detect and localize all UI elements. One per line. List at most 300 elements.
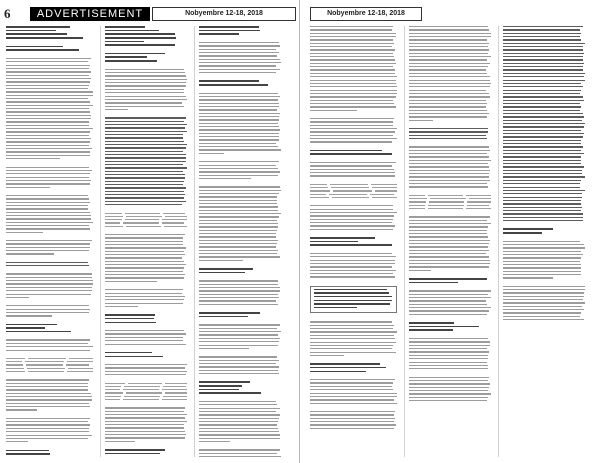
text-line: [199, 401, 276, 402]
text-line: [199, 418, 279, 419]
text-line: [310, 352, 396, 353]
text-line: [6, 78, 91, 79]
text-line: [105, 127, 185, 128]
text-line: [6, 202, 90, 203]
text-line: [199, 411, 276, 412]
text-line: [503, 36, 580, 37]
text-line: [409, 348, 487, 349]
text-line: [199, 345, 278, 346]
text-line: [199, 223, 278, 224]
text-line: [105, 247, 186, 248]
text-line: [105, 411, 184, 412]
text-line: [199, 30, 260, 32]
text-line: [409, 116, 487, 117]
text-line: [310, 256, 396, 257]
text-line: [409, 243, 489, 244]
text-line: [199, 456, 281, 457]
text-line: [6, 121, 89, 122]
text-line: [503, 126, 584, 127]
text-line: [409, 387, 489, 388]
text-line: [409, 96, 490, 97]
text-line: [199, 230, 277, 231]
text-line: [310, 83, 396, 84]
text-line: [310, 244, 392, 246]
text-line: [105, 167, 187, 168]
text-line: [6, 30, 56, 32]
text-line: [105, 318, 154, 320]
text-line: [310, 399, 394, 400]
text-line: [503, 80, 585, 81]
text-line: [6, 46, 63, 48]
text-line: [503, 197, 582, 198]
text-line: [310, 355, 344, 356]
text-line: [310, 421, 394, 422]
text-line: [199, 146, 278, 147]
text-line: [503, 90, 581, 91]
text-line: [105, 392, 187, 393]
text-line: [6, 65, 90, 66]
text-line: [310, 63, 396, 64]
text-line: [105, 456, 187, 457]
text-line: [310, 371, 366, 373]
text-line: [310, 39, 393, 40]
text-line: [503, 319, 584, 320]
text-line: [199, 196, 277, 197]
text-line: [503, 96, 583, 97]
text-line: [310, 393, 397, 394]
text-line: [310, 43, 394, 44]
text-line: [199, 441, 230, 442]
text-line: [310, 342, 396, 343]
text-line: [199, 190, 281, 191]
text-line: [409, 163, 488, 164]
text-line: [199, 52, 279, 53]
text-line: [6, 118, 91, 119]
text-line: [199, 453, 277, 454]
text-line: [199, 428, 278, 429]
text-line: [6, 183, 90, 184]
text-line: [199, 186, 280, 187]
text-line: [6, 101, 90, 102]
text-line: [6, 91, 93, 92]
page-number: 6: [4, 6, 11, 21]
text-line: [310, 110, 357, 111]
text-line: [6, 396, 92, 397]
text-line: [199, 210, 278, 211]
text-line: [409, 230, 487, 231]
text-line: [105, 414, 187, 415]
text-line: [6, 155, 90, 156]
text-line: [199, 109, 277, 110]
text-line: [310, 325, 394, 326]
text-line: [310, 162, 396, 163]
text-line: [6, 225, 89, 226]
text-line: [409, 300, 486, 301]
text-line: [503, 153, 584, 154]
text-line: [409, 198, 491, 199]
text-line: [199, 153, 224, 154]
text-line: [310, 379, 395, 380]
text-line: [105, 407, 185, 408]
text-line: [105, 181, 184, 182]
text-line: [503, 116, 584, 117]
text-line: [6, 128, 93, 129]
text-line: [199, 424, 277, 425]
text-line: [105, 33, 175, 35]
left-page: [2, 4, 298, 459]
text-line: [105, 374, 186, 375]
text-line: [199, 80, 259, 82]
text-line: [6, 138, 91, 139]
text-line: [6, 386, 88, 387]
text-line: [6, 358, 93, 359]
text-line: [6, 343, 88, 344]
text-line: [409, 43, 489, 44]
text-line: [503, 251, 581, 252]
text-line: [409, 260, 490, 261]
text-line: [310, 331, 397, 332]
text-line: [310, 237, 375, 239]
text-line: [503, 232, 542, 234]
text-line: [409, 186, 488, 187]
text-line: [310, 321, 392, 322]
text-line: [199, 243, 277, 244]
text-line: [199, 171, 280, 172]
text-line: [105, 117, 186, 118]
text-line: [409, 63, 490, 64]
text-line: [6, 453, 50, 455]
text-line: [409, 278, 487, 280]
text-line: [409, 341, 490, 342]
text-line: [409, 36, 491, 37]
text-line: [310, 215, 394, 216]
text-line: [310, 118, 394, 119]
text-line: [6, 438, 88, 439]
text-line: [503, 296, 584, 297]
text-line: [6, 49, 79, 51]
text-line: [503, 150, 581, 151]
text-line: [409, 380, 488, 381]
text-line: [6, 253, 54, 254]
text-line: [503, 76, 584, 77]
text-line: [199, 304, 278, 305]
text-line: [310, 69, 395, 70]
text-line: [310, 197, 397, 198]
text-line: [503, 312, 581, 313]
text-line: [503, 299, 583, 300]
text-line: [409, 76, 490, 77]
page-gutter: [299, 0, 300, 463]
text-line: [105, 234, 185, 235]
text-line: [6, 324, 57, 326]
text-line: [199, 250, 278, 251]
text-line: [6, 441, 28, 442]
text-line: [310, 138, 397, 139]
text-line: [310, 169, 394, 170]
text-line: [105, 72, 185, 73]
text-line: [199, 334, 278, 335]
text-line: [6, 406, 90, 407]
text-line: [199, 414, 280, 415]
text-line: [105, 174, 185, 175]
text-line: [6, 305, 89, 306]
text-line: [503, 160, 581, 161]
text-line: [105, 296, 185, 297]
text-line: [199, 149, 281, 150]
text-line: [6, 350, 90, 351]
left-page-columns: [6, 26, 294, 457]
text-line: [503, 103, 580, 104]
text-line: [503, 289, 585, 290]
text-line: [310, 241, 358, 243]
text-line: [105, 56, 147, 58]
text-line: [199, 165, 276, 166]
text-line: [409, 216, 490, 217]
text-line: [6, 361, 93, 362]
text-line: [503, 267, 581, 268]
text-line: [199, 392, 261, 394]
text-line: [6, 212, 90, 213]
text-line: [105, 44, 175, 46]
text-line: [503, 220, 583, 221]
text-line: [6, 383, 88, 384]
text-line: [310, 286, 397, 314]
text-line: [199, 316, 248, 318]
text-line: [503, 130, 581, 131]
text-line: [199, 297, 279, 298]
text-line: [503, 33, 581, 34]
text-line: [503, 247, 585, 248]
text-line: [6, 315, 52, 316]
text-line: [310, 382, 393, 383]
text-line: [105, 147, 186, 148]
text-line: [310, 90, 397, 91]
text-line: [105, 424, 184, 425]
text-line: [6, 205, 88, 206]
text-line: [105, 53, 165, 55]
text-line: [503, 123, 585, 124]
text-line: [310, 194, 397, 195]
text-line: [105, 106, 184, 107]
text-line: [310, 175, 395, 176]
text-line: [6, 280, 93, 281]
text-line: [6, 265, 89, 266]
text-line: [310, 209, 393, 210]
text-line: [6, 262, 88, 263]
advertisement-banner: ADVERTISEMENT: [30, 7, 150, 21]
text-line: [310, 225, 395, 226]
text-line: [6, 158, 60, 159]
text-line: [105, 141, 184, 142]
text-line: [105, 75, 186, 76]
text-line: [105, 281, 157, 282]
text-line: [199, 312, 260, 314]
text-line: [6, 88, 88, 89]
text-line: [6, 403, 89, 404]
text-line: [503, 173, 582, 174]
text-line: [6, 131, 90, 132]
right-column-3: [498, 26, 585, 457]
text-line: [105, 171, 183, 172]
text-line: [105, 364, 187, 365]
text-line: [105, 124, 187, 125]
text-line: [310, 150, 382, 152]
text-line: [6, 250, 89, 251]
text-line: [409, 383, 490, 384]
text-line: [6, 294, 91, 295]
text-line: [6, 312, 89, 313]
text-line: [310, 135, 393, 136]
text-line: [310, 141, 392, 142]
text-line: [105, 161, 186, 162]
text-line: [310, 66, 393, 67]
text-line: [503, 140, 581, 141]
text-line: [6, 125, 89, 126]
text-line: [503, 136, 583, 137]
text-line: [105, 26, 145, 28]
text-line: [105, 306, 138, 307]
text-line: [310, 396, 397, 397]
text-line: [503, 166, 584, 167]
text-line: [310, 59, 395, 60]
text-line: [409, 233, 487, 234]
text-line: [6, 297, 29, 298]
text-line: [6, 287, 92, 288]
text-line: [199, 408, 280, 409]
text-line: [199, 59, 280, 60]
text-line: [105, 102, 182, 103]
text-line: [310, 190, 397, 191]
text-line: [503, 120, 582, 121]
text-line: [6, 435, 92, 436]
text-line: [310, 273, 393, 274]
text-line: [105, 109, 128, 110]
text-line: [409, 358, 488, 359]
text-line: [310, 205, 393, 206]
text-line: [503, 63, 584, 64]
text-line: [409, 29, 489, 30]
text-line: [503, 213, 583, 214]
text-line: [199, 338, 280, 339]
text-line: [6, 108, 89, 109]
text-line: [310, 33, 396, 34]
text-line: [503, 241, 580, 242]
text-line: [310, 222, 392, 223]
text-line: [503, 207, 582, 208]
text-line: [503, 193, 582, 194]
text-line: [6, 151, 90, 152]
text-line: [310, 345, 393, 346]
text-line: [409, 400, 487, 401]
text-line: [6, 173, 90, 174]
text-line: [310, 414, 394, 415]
text-line: [409, 290, 491, 291]
text-line: [199, 370, 278, 371]
text-line: [6, 170, 92, 171]
text-line: [310, 73, 395, 74]
text-line: [199, 193, 279, 194]
text-line: [105, 60, 157, 62]
text-line: [409, 100, 486, 101]
text-line: [310, 424, 396, 425]
text-line: [503, 29, 580, 30]
text-line: [199, 294, 278, 295]
text-line: [6, 95, 93, 96]
text-line: [409, 150, 490, 151]
text-line: [105, 121, 184, 122]
text-line: [105, 237, 183, 238]
text-line: [310, 363, 380, 365]
text-line: [409, 106, 486, 107]
text-line: [105, 82, 186, 83]
text-line: [6, 364, 93, 365]
text-line: [105, 89, 184, 90]
text-line: [503, 277, 553, 278]
text-line: [105, 201, 186, 202]
text-line: [199, 253, 277, 254]
text-line: [199, 126, 279, 127]
text-line: [409, 131, 488, 132]
text-line: [503, 93, 580, 94]
text-line: [310, 76, 397, 77]
text-line: [199, 220, 277, 221]
text-line: [105, 226, 187, 227]
text-line: [199, 106, 279, 107]
text-line: [105, 151, 183, 152]
text-line: [199, 168, 278, 169]
text-line: [199, 129, 280, 130]
text-line: [310, 49, 395, 50]
text-line: [503, 271, 581, 272]
text-line: [6, 180, 91, 181]
text-line: [409, 368, 488, 369]
text-line: [199, 200, 277, 201]
text-line: [105, 386, 187, 387]
text-line: [503, 176, 585, 177]
text-line: [199, 72, 276, 73]
text-line: [310, 348, 392, 349]
text-line: [6, 228, 90, 229]
text-line: [409, 236, 488, 237]
text-line: [310, 280, 397, 285]
text-line: [105, 99, 187, 100]
text-line: [310, 106, 396, 107]
text-line: [199, 449, 280, 450]
text-line: [6, 243, 90, 244]
text-line: [409, 205, 491, 206]
text-line: [409, 282, 458, 284]
text-line: [409, 166, 489, 167]
text-line: [503, 187, 580, 188]
text-line: [409, 176, 489, 177]
text-line: [409, 83, 491, 84]
text-line: [409, 138, 487, 139]
text-line: [105, 367, 185, 368]
text-line: [105, 30, 159, 32]
text-line: [199, 161, 279, 162]
right-page: [302, 4, 598, 459]
text-line: [409, 113, 489, 114]
right-page-columns: [310, 26, 596, 457]
text-line: [409, 153, 487, 154]
text-line: [199, 385, 242, 387]
text-line: [310, 184, 397, 185]
text-line: [199, 356, 277, 357]
text-line: [310, 212, 397, 213]
text-line: [105, 96, 186, 97]
text-line: [199, 116, 279, 117]
text-line: [199, 300, 276, 301]
